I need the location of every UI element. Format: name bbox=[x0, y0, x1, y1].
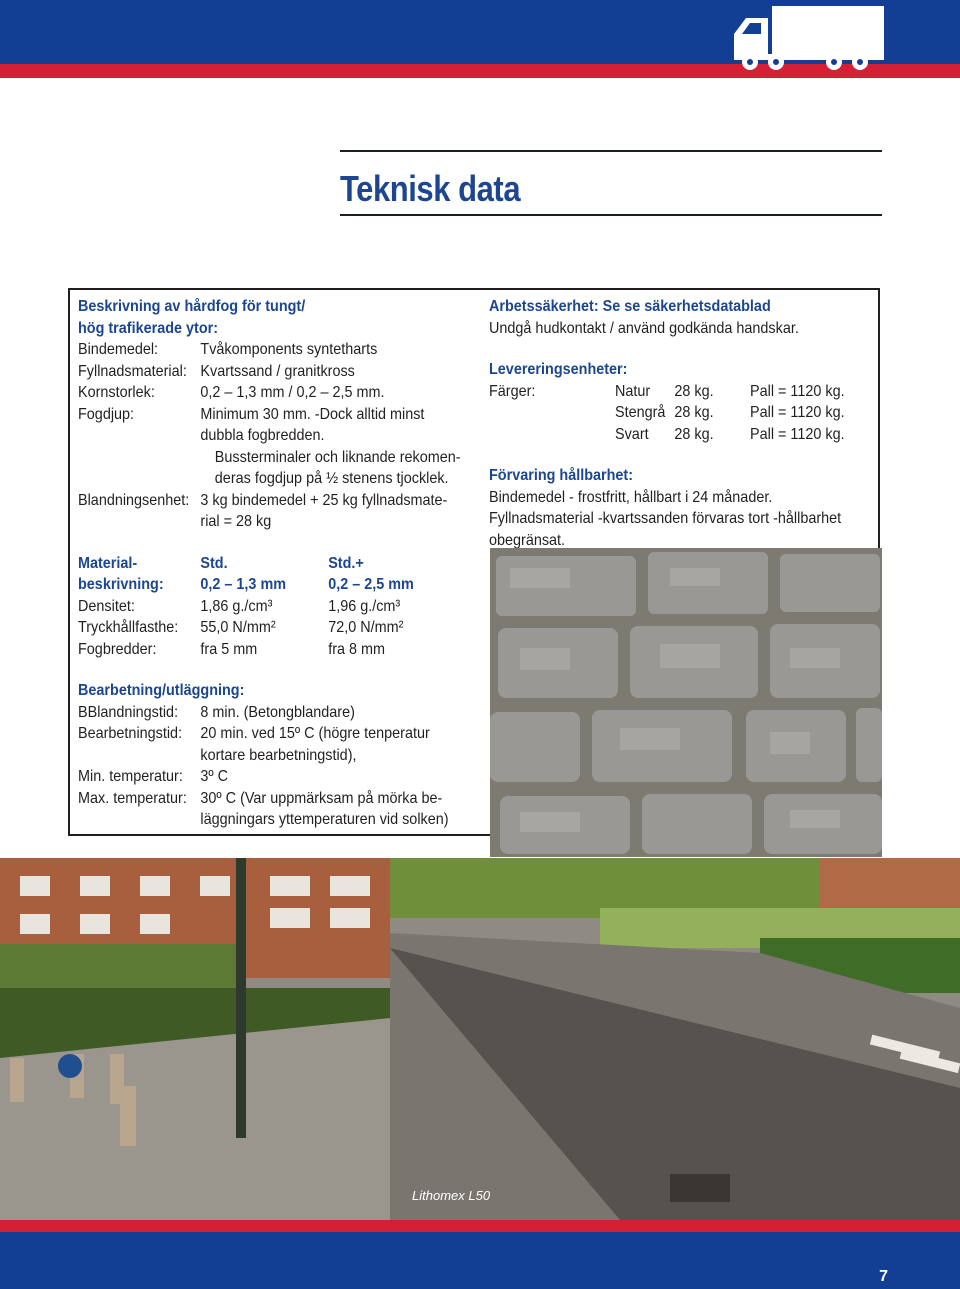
spec-row: Bussterminaler och liknande rekomen- bbox=[214, 448, 461, 466]
spec-row: Fogdjup: Minimum 30 mm. -Dock alltid minst bbox=[78, 405, 425, 423]
storage-heading: Förvaring hållbarhet: bbox=[489, 467, 634, 484]
delivery-heading: Levereringsenheter: bbox=[489, 361, 628, 378]
title-rule-bottom bbox=[340, 214, 882, 216]
delivery-row: Färger: Natur 28 kg. Pall = 1120 kg. bbox=[489, 382, 845, 400]
material-header: Material- Std. Std.+ bbox=[78, 554, 364, 572]
spec-heading-2: hög trafikerade ytor: bbox=[78, 319, 219, 337]
table-row: Fogbredder: fra 5 mm fra 8 mm bbox=[78, 640, 386, 658]
work-heading: Bearbetning/utläggning: bbox=[78, 682, 245, 699]
work-row: Max. temperatur: 30º C (Var uppmärksam på mörka be- bbox=[78, 789, 443, 807]
storage-line: obegränsat. bbox=[489, 531, 566, 549]
footer-stripe bbox=[0, 1220, 960, 1232]
storage-line: Bindemedel - frostfritt, hållbart i 24 månader. bbox=[489, 488, 773, 506]
spec-row: dubbla fogbredden. bbox=[200, 427, 325, 444]
spec-row: Blandningsenhet: 3 kg bindemedel + 25 kg fyllnadsmate- bbox=[78, 491, 448, 509]
work-row: Min. temperatur: 3º C bbox=[78, 768, 229, 785]
work-row: kortare bearbetningstid), bbox=[200, 746, 357, 764]
material-header-2: beskrivning: 0,2 – 1,3 mm 0,2 – 2,5 mm bbox=[78, 576, 414, 593]
safety-heading: Arbetssäkerhet: Se se säkerhetsdatablad bbox=[489, 298, 771, 315]
work-row: BBlandningstid: 8 min. (Betongblandare) bbox=[78, 703, 355, 721]
delivery-row: Stengrå 28 kg. Pall = 1120 kg. bbox=[615, 404, 845, 421]
street-photo bbox=[0, 858, 960, 1220]
truck-icon bbox=[728, 4, 888, 76]
spec-row: Kornstorlek: 0,2 – 1,3 mm / 0,2 – 2,5 mm. bbox=[78, 384, 385, 401]
granite-joint-photo bbox=[490, 548, 882, 857]
spec-heading: Beskrivning av hårdfog för tungt/ bbox=[78, 298, 306, 315]
right-column bbox=[489, 296, 879, 551]
delivery-row: Svart 28 kg. Pall = 1120 kg. bbox=[615, 425, 845, 443]
work-row: Bearbetningstid: 20 min. ved 15º C (högre tenperatur bbox=[78, 725, 430, 742]
page-number: 7 bbox=[879, 1268, 888, 1285]
table-row: Tryckhållfasthe: 55,0 N/mm² 72,0 N/mm² bbox=[78, 619, 404, 636]
photo-caption: Lithomex L50 bbox=[412, 1188, 491, 1203]
spec-row: rial = 28 kg bbox=[200, 513, 272, 530]
spec-row: Bindemedel: Tvåkomponents syntetharts bbox=[78, 341, 378, 358]
title-rule-top bbox=[340, 150, 882, 152]
spec-row: deras fogdjup på ½ stenens tjocklek. bbox=[214, 470, 449, 487]
table-row: Densitet: 1,86 g./cm³ 1,96 g./cm³ bbox=[78, 597, 401, 615]
storage-line: Fyllnadsmaterial -kvartssanden förvaras tort -hållbarhet bbox=[489, 510, 842, 527]
spec-row: Fyllnadsmaterial: Kvartssand / granitkross bbox=[78, 362, 355, 380]
work-row: läggningars yttemperaturen vid solken) bbox=[200, 811, 449, 828]
page-title: Teknisk data bbox=[340, 168, 521, 209]
left-column bbox=[78, 296, 478, 831]
safety-text: Undgå hudkontakt / använd godkända handskar. bbox=[489, 319, 799, 337]
